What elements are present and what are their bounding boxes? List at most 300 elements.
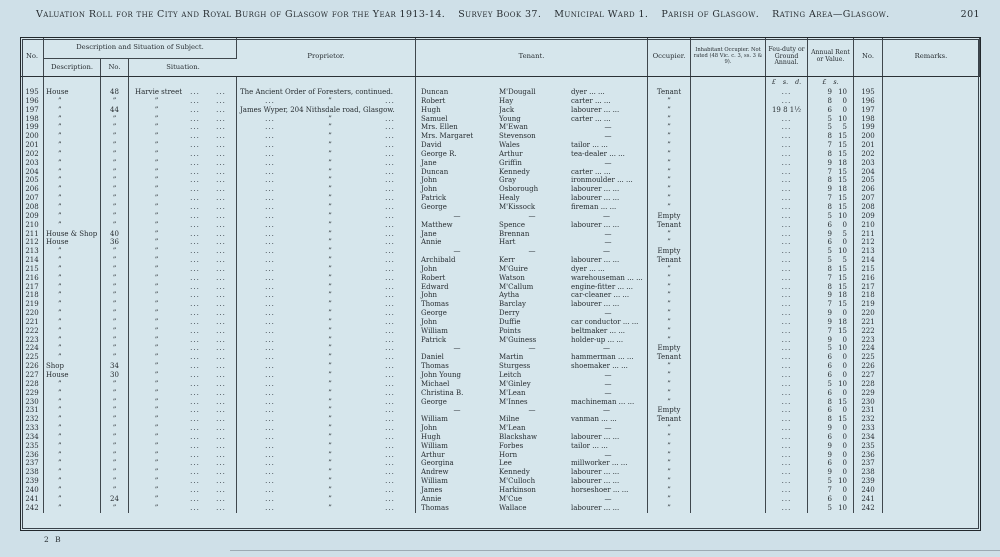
cell-remarks (883, 221, 980, 230)
cell-occupier: ” (648, 477, 691, 486)
dot-leader: ... (385, 114, 395, 123)
cell-situation (129, 159, 237, 168)
cell-annual-rent (808, 132, 854, 141)
cell-tenant (416, 459, 648, 468)
cell-street-number: ” (101, 468, 129, 477)
table-row (21, 433, 980, 442)
rent-shillings: 0 (842, 468, 847, 477)
cell-tenant (416, 247, 648, 256)
cell-tenant (416, 415, 648, 424)
table-row (21, 176, 980, 185)
cell-street-number: ” (101, 256, 129, 265)
cell-inhabitant-occupier (691, 371, 766, 380)
cell-description: ” (44, 477, 101, 486)
dot-leader: ... (190, 247, 200, 256)
cell-description: ” (44, 353, 101, 362)
cell-proprietor (237, 486, 416, 495)
table-row (21, 477, 980, 486)
cell-inhabitant-occupier (691, 238, 766, 247)
cell-situation (129, 123, 237, 132)
table-row (21, 451, 980, 460)
tenant-first-name: John (421, 317, 438, 326)
rent-pounds: 8 (827, 282, 832, 291)
rent-pounds: 7 (827, 273, 832, 282)
dot-leader: ... (265, 406, 275, 415)
cell-tenant (416, 371, 648, 380)
dot-leader: ... (190, 167, 200, 176)
tenant-occupation: labourer ... ... (571, 503, 620, 512)
cell-feu-duty: ... (766, 504, 808, 513)
dot-leader: ... (265, 450, 275, 459)
rent-pounds: 8 (827, 132, 832, 141)
dot-leader: ... (265, 379, 275, 388)
page-edge-line (230, 550, 1000, 551)
situation-text: ” (154, 149, 159, 158)
dot-leader: ... (265, 273, 275, 282)
tenant-occupation: tea-dealer ... ... (571, 149, 625, 158)
cell-street-number: ” (101, 442, 129, 451)
cell-occupier: ” (648, 442, 691, 451)
dot-leader: ... (265, 229, 275, 238)
cell-row-number: 205 (21, 176, 44, 185)
cell-feu-duty: ... (766, 344, 808, 353)
rent-pounds: 5 (827, 503, 832, 512)
rent-pounds: 9 (827, 185, 832, 194)
cell-occupier: ” (648, 468, 691, 477)
cell-row-number-right: 227 (854, 371, 883, 380)
ditto-mark: ” (328, 123, 332, 132)
dot-leader: ... (265, 388, 275, 397)
dot-leader: ... (385, 353, 395, 362)
tenant-occupation: dyer ... ... (571, 88, 605, 96)
cell-occupier: ” (648, 495, 691, 504)
dot-leader: ... (216, 176, 226, 185)
cell-tenant (416, 97, 648, 106)
rent-shillings: 0 (842, 406, 847, 415)
tenant-occupation: labourer ... ... (571, 194, 620, 203)
cell-row-number: 226 (21, 362, 44, 371)
situation-text: ” (154, 229, 159, 238)
cell-inhabitant-occupier (691, 106, 766, 115)
cell-remarks (883, 106, 980, 115)
table-row (21, 344, 980, 353)
dot-leader: ... (265, 282, 275, 291)
tenant-first-name: Thomas (421, 300, 449, 309)
tenant-surname: M'Culloch (499, 477, 536, 486)
cell-occupier: Tenant (648, 353, 691, 362)
cell-feu-duty: ... (766, 203, 808, 212)
cell-inhabitant-occupier (691, 141, 766, 150)
rent-pounds: 7 (827, 485, 832, 494)
cell-annual-rent (808, 176, 854, 185)
cell-street-number: ” (101, 132, 129, 141)
cell-row-number: 217 (21, 283, 44, 292)
cell-situation (129, 459, 237, 468)
ditto-mark: ” (328, 397, 332, 406)
cell-occupier: ” (648, 291, 691, 300)
tenant-surname: Milne (499, 415, 520, 424)
rent-pounds: 6 (827, 220, 832, 229)
cell-inhabitant-occupier (691, 468, 766, 477)
dot-leader: ... (265, 503, 275, 512)
rent-pounds: 8 (827, 149, 832, 158)
cell-inhabitant-occupier (691, 283, 766, 292)
cell-description: ” (44, 459, 101, 468)
tenant-first-name: James (421, 485, 443, 494)
dot-leader: ... (190, 211, 200, 220)
rent-shillings: 0 (842, 424, 847, 433)
cell-occupier: ” (648, 194, 691, 203)
cell-tenant (416, 353, 648, 362)
dot-leader: ... (385, 406, 395, 415)
table-row (21, 424, 980, 433)
dot-leader: ... (216, 202, 226, 211)
cell-proprietor (237, 380, 416, 389)
cell-tenant (416, 442, 648, 451)
situation-text: ” (154, 379, 159, 388)
cell-occupier: ” (648, 327, 691, 336)
cell-row-number: 202 (21, 150, 44, 159)
cell-proprietor (237, 123, 416, 132)
dot-leader: ... (265, 424, 275, 433)
cell-occupier: ” (648, 123, 691, 132)
cell-proprietor (237, 398, 416, 407)
rent-shillings: 15 (838, 167, 847, 176)
table-row (21, 256, 980, 265)
table-row (21, 459, 980, 468)
rent-pounds: 8 (827, 202, 832, 211)
cell-inhabitant-occupier (691, 486, 766, 495)
cell-inhabitant-occupier (691, 415, 766, 424)
dot-leader: ... (265, 291, 275, 300)
dot-leader: ... (385, 273, 395, 282)
cell-description: House (44, 371, 101, 380)
table-row (21, 362, 980, 371)
table-row (21, 389, 980, 398)
cell-remarks (883, 168, 980, 177)
cell-street-number: ” (101, 344, 129, 353)
dot-leader: ... (265, 326, 275, 335)
cell-proprietor (237, 230, 416, 239)
cell-occupier: ” (648, 398, 691, 407)
cell-feu-duty: ... (766, 88, 808, 97)
cell-row-number: 212 (21, 238, 44, 247)
cell-occupier: ” (648, 504, 691, 513)
dot-leader: ... (265, 353, 275, 362)
tenant-occupation: — (603, 247, 610, 256)
dot-leader: ... (190, 450, 200, 459)
rent-shillings: 0 (842, 441, 847, 450)
cell-street-number: 36 (101, 238, 129, 247)
ditto-mark: ” (328, 273, 332, 282)
cell-inhabitant-occupier (691, 291, 766, 300)
rent-shillings: 15 (838, 300, 847, 309)
ditto-mark: ” (328, 220, 332, 229)
cell-row-number: 238 (21, 468, 44, 477)
tenant-first-name: Mrs. Margaret (421, 132, 474, 141)
cell-remarks (883, 97, 980, 106)
rent-shillings: 0 (842, 105, 847, 114)
dot-leader: ... (216, 485, 226, 494)
dot-leader: ... (385, 468, 395, 477)
dot-leader: ... (190, 485, 200, 494)
dot-leader: ... (216, 441, 226, 450)
tenant-occupation: carter ... ... (571, 167, 611, 176)
rating-area-label: Rating Area—Glasgow. (772, 9, 890, 20)
cell-proprietor (237, 477, 416, 486)
cell-row-number: 220 (21, 309, 44, 318)
units-spacer (883, 77, 980, 88)
rent-shillings: 0 (842, 362, 847, 371)
dot-leader: ... (216, 388, 226, 397)
cell-proprietor (237, 194, 416, 203)
cell-annual-rent (808, 344, 854, 353)
cell-row-number-right: 233 (854, 424, 883, 433)
cell-row-number: 206 (21, 185, 44, 194)
situation-text: ” (154, 264, 159, 273)
dot-leader: ... (216, 149, 226, 158)
cell-description: ” (44, 265, 101, 274)
ditto-mark: ” (328, 344, 332, 353)
table-row (21, 88, 980, 97)
cell-street-number: 24 (101, 495, 129, 504)
tenant-first-name: John (421, 176, 438, 185)
cell-street-number: 44 (101, 106, 129, 115)
dot-leader: ... (190, 494, 200, 503)
dot-leader: ... (190, 96, 200, 105)
dot-leader: ... (265, 344, 275, 353)
cell-annual-rent (808, 141, 854, 150)
cell-street-number: ” (101, 504, 129, 513)
cell-row-number-right: 218 (854, 291, 883, 300)
tenant-first-name: Thomas (421, 362, 449, 371)
cell-remarks (883, 230, 980, 239)
cell-occupier: ” (648, 185, 691, 194)
cell-occupier: ” (648, 486, 691, 495)
tenant-surname: — (528, 406, 536, 415)
cell-description: ” (44, 150, 101, 159)
dot-leader: ... (265, 167, 275, 176)
rent-shillings: 15 (838, 149, 847, 158)
cell-street-number: ” (101, 283, 129, 292)
cell-inhabitant-occupier (691, 230, 766, 239)
dot-leader: ... (190, 185, 200, 194)
situation-text: ” (154, 105, 159, 114)
cell-remarks (883, 389, 980, 398)
cell-description: ” (44, 194, 101, 203)
tenant-first-name: Thomas (421, 503, 449, 512)
tenant-occupation: labourer ... ... (571, 256, 620, 265)
cell-street-number: ” (101, 141, 129, 150)
cell-description: ” (44, 247, 101, 256)
rent-pounds: 6 (827, 406, 832, 415)
dot-leader: ... (265, 247, 275, 256)
cell-description: ” (44, 495, 101, 504)
cell-description: ” (44, 380, 101, 389)
cell-feu-duty: ... (766, 389, 808, 398)
tenant-surname: M'Guire (499, 264, 528, 273)
cell-feu-duty: ... (766, 168, 808, 177)
table-row (21, 380, 980, 389)
cell-annual-rent (808, 362, 854, 371)
cell-row-number: 242 (21, 504, 44, 513)
cell-situation (129, 468, 237, 477)
cell-feu-duty: ... (766, 442, 808, 451)
cell-remarks (883, 477, 980, 486)
ditto-mark: ” (328, 450, 332, 459)
tenant-first-name: Hugh (421, 105, 441, 114)
cell-occupier: ” (648, 168, 691, 177)
table-header (21, 38, 980, 77)
cell-occupier: ” (648, 265, 691, 274)
table-row (21, 123, 980, 132)
dot-leader: ... (265, 468, 275, 477)
cell-street-number: ” (101, 380, 129, 389)
cell-proprietor (237, 353, 416, 362)
cell-inhabitant-occupier (691, 442, 766, 451)
tenant-first-name: Daniel (421, 353, 444, 362)
dot-leader: ... (216, 326, 226, 335)
dot-leader: ... (385, 503, 395, 512)
cell-annual-rent (808, 274, 854, 283)
table-row (21, 371, 980, 380)
cell-row-number-right: 209 (854, 212, 883, 221)
dot-leader: ... (216, 424, 226, 433)
cell-occupier: Empty (648, 344, 691, 353)
cell-tenant (416, 327, 648, 336)
cell-inhabitant-occupier (691, 459, 766, 468)
table-row (21, 468, 980, 477)
cell-annual-rent (808, 185, 854, 194)
rent-pounds: 7 (827, 300, 832, 309)
table-row (21, 159, 980, 168)
cell-occupier: ” (648, 150, 691, 159)
cell-proprietor (237, 291, 416, 300)
cell-street-number: ” (101, 291, 129, 300)
dot-leader: ... (190, 317, 200, 326)
cell-row-number-right: 213 (854, 247, 883, 256)
cell-row-number: 222 (21, 327, 44, 336)
dot-leader: ... (385, 96, 395, 105)
table-row (21, 318, 980, 327)
tenant-surname: Lee (499, 459, 512, 468)
cell-description: ” (44, 221, 101, 230)
cell-annual-rent (808, 283, 854, 292)
rent-shillings: 0 (842, 485, 847, 494)
dot-leader: ... (216, 468, 226, 477)
ditto-mark: ” (328, 424, 332, 433)
dot-leader: ... (190, 88, 200, 96)
cell-tenant (416, 176, 648, 185)
cell-situation (129, 238, 237, 247)
cell-remarks (883, 203, 980, 212)
cell-description: ” (44, 274, 101, 283)
ditto-mark: ” (328, 371, 332, 379)
dot-leader: ... (385, 379, 395, 388)
cell-street-number: ” (101, 168, 129, 177)
dot-leader: ... (216, 114, 226, 123)
dot-leader: ... (385, 141, 395, 150)
cell-inhabitant-occupier (691, 433, 766, 442)
cell-proprietor (237, 389, 416, 398)
cell-inhabitant-occupier (691, 406, 766, 415)
cell-description: ” (44, 442, 101, 451)
cell-row-number-right: 200 (854, 132, 883, 141)
cell-description: ” (44, 406, 101, 415)
cell-row-number: 216 (21, 274, 44, 283)
cell-remarks (883, 256, 980, 265)
cell-row-number: 235 (21, 442, 44, 451)
cell-tenant (416, 283, 648, 292)
dot-leader: ... (385, 247, 395, 256)
tenant-occupation: tailor ... ... (571, 141, 608, 150)
cell-tenant (416, 88, 648, 97)
cell-inhabitant-occupier (691, 477, 766, 486)
cell-row-number-right: 237 (854, 459, 883, 468)
dot-leader: ... (216, 494, 226, 503)
dot-leader: ... (385, 176, 395, 185)
cell-proprietor (237, 212, 416, 221)
tenant-first-name: — (453, 344, 461, 353)
ditto-mark: ” (328, 202, 332, 211)
cell-inhabitant-occupier (691, 194, 766, 203)
rent-pounds: 9 (827, 229, 832, 238)
table-row (21, 495, 980, 504)
situation-text: ” (154, 317, 159, 326)
tenant-surname: Osborough (499, 185, 539, 194)
tenant-first-name: Andrew (421, 468, 449, 477)
cell-row-number: 219 (21, 300, 44, 309)
cell-proprietor (237, 283, 416, 292)
cell-annual-rent (808, 327, 854, 336)
cell-situation (129, 504, 237, 513)
cell-remarks (883, 336, 980, 345)
cell-inhabitant-occupier (691, 353, 766, 362)
table-row (21, 132, 980, 141)
dot-leader: ... (216, 477, 226, 486)
tenant-first-name: David (421, 141, 442, 150)
dot-leader: ... (385, 123, 395, 132)
cell-row-number-right: 220 (854, 309, 883, 318)
header-description-situation-group: Description and Situation of Subject. (44, 38, 237, 59)
dot-leader: ... (190, 291, 200, 300)
tenant-occupation: labourer ... ... (571, 300, 620, 309)
dot-leader: ... (265, 96, 275, 105)
cell-street-number: ” (101, 203, 129, 212)
cell-annual-rent (808, 256, 854, 265)
cell-situation (129, 265, 237, 274)
cell-feu-duty: ... (766, 380, 808, 389)
rent-pounds: 8 (827, 415, 832, 424)
tenant-occupation: — (603, 211, 610, 220)
cell-feu-duty: ... (766, 256, 808, 265)
dot-leader: ... (216, 88, 226, 96)
header-proprietor: Proprietor. (237, 38, 416, 76)
ditto-mark: ” (328, 485, 332, 494)
cell-situation (129, 256, 237, 265)
ditto-mark: ” (328, 167, 332, 176)
cell-street-number: 34 (101, 362, 129, 371)
tenant-occupation: engine-fitter ... ... (571, 282, 633, 291)
tenant-first-name: John (421, 185, 438, 194)
cell-street-number: 30 (101, 371, 129, 380)
cell-description: ” (44, 398, 101, 407)
cell-proprietor (237, 451, 416, 460)
cell-row-number-right: 240 (854, 486, 883, 495)
cell-row-number-right: 207 (854, 194, 883, 203)
cell-annual-rent (808, 486, 854, 495)
cell-row-number-right: 215 (854, 265, 883, 274)
